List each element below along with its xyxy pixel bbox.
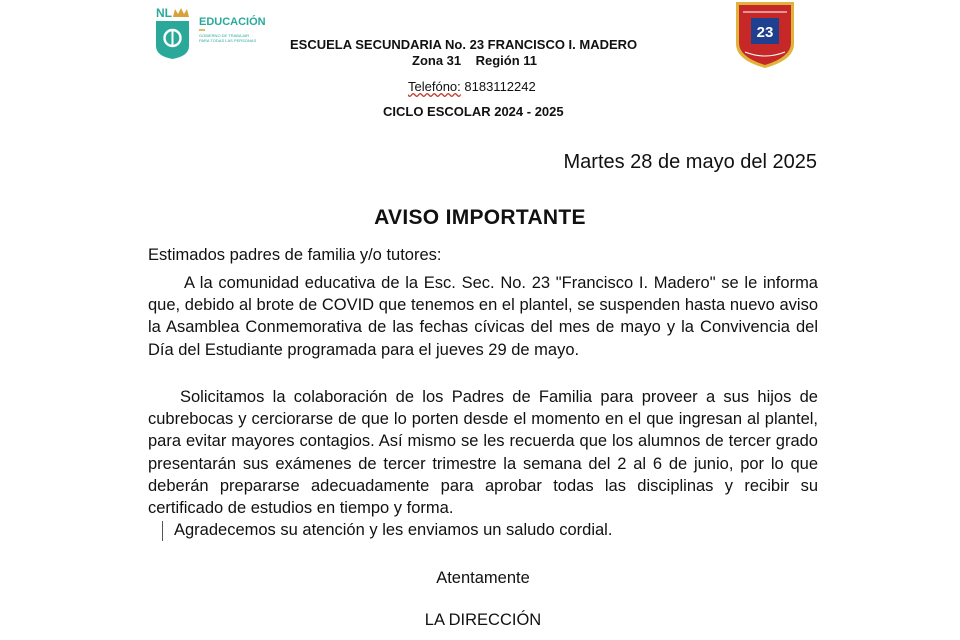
closing-atentamente: Atentamente xyxy=(436,569,530,587)
telefono-value: 8183112242 xyxy=(460,79,536,94)
logo-tagline-1: GOBIERNO DE TRABAJAR xyxy=(199,33,250,38)
school-name: ESCUELA SECUNDARIA No. 23 FRANCISCO I. MADERO xyxy=(290,37,638,52)
seal-number: 23 xyxy=(756,24,774,41)
crown-icon xyxy=(173,8,189,17)
paragraph-2: Solicitamos la colaboración de los Padres de Familia para proveer a sus hijos de cubrebocas y cerciorarse de que lo porten desde el momento en el que ingresan al plantel, para evitar mayores contagios. Así mismo se les recuerda que los alumnos de tercer grado presentarán sus exámenes de tercer trimestre la semana del 2 al 6 de junio, por lo que deberán prepararse adecuadamente para aprobar todas las disciplinas y recibir su certificado de estudios en tiempo y forma. xyxy=(148,388,818,518)
salutation: Estimados padres de familia y/o tutores: xyxy=(148,246,442,264)
paragraph-1: A la comunidad educativa de la Esc. Sec. No. 23 "Francisco I. Madero" se le informa que, debido al brote de COVID que tenemos en el plantel, se suspenden hasta nuevo aviso la Asamblea Conmemorativa de las fechas cívicas del mes de mayo y la Convivencia del Día del Estudiante programada para el jueves 29 de mayo. xyxy=(148,274,818,359)
paragraph-3: Agradecemos su atención y les enviamos un saludo cordial. xyxy=(174,521,613,539)
closing-signature: LA DIRECCIÓN xyxy=(424,611,542,629)
telefono-label: Telefóno: xyxy=(408,79,461,94)
zona-region xyxy=(412,53,537,68)
school-seal xyxy=(733,0,797,70)
document-title: AVISO IMPORTANTE xyxy=(374,206,586,229)
logo-tagline-2: PARA TODAS LAS PERSONAS xyxy=(199,38,257,43)
region-text: Región 11 xyxy=(475,53,537,68)
nl-educacion-logo xyxy=(153,4,273,62)
ciclo-escolar: CICLO ESCOLAR 2024 - 2025 xyxy=(383,104,564,119)
logo-educacion-text: EDUCACIÓN xyxy=(199,16,266,28)
telefono-line xyxy=(408,79,536,94)
zona-text: Zona 31 xyxy=(412,53,462,68)
document-date: Martes 28 de mayo del 2025 xyxy=(563,151,817,173)
logo-nl-text: NL xyxy=(156,6,172,20)
